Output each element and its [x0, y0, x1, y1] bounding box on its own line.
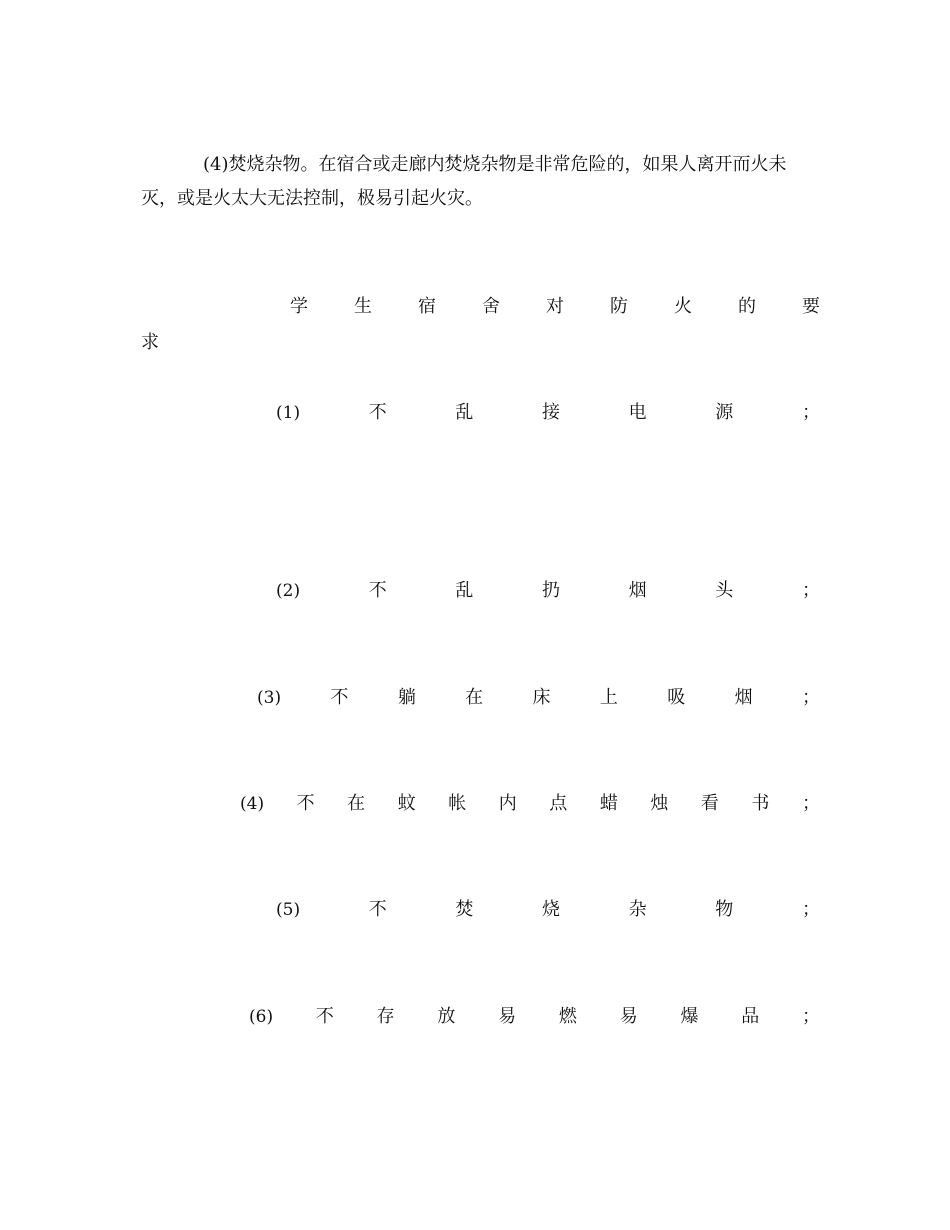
heading-line — [290, 292, 820, 322]
requirement-char: 源 — [715, 402, 734, 423]
requirement-char: 蜡 — [599, 793, 618, 814]
requirement-char: 在 — [347, 793, 366, 814]
requirement-char: 电 — [628, 402, 647, 423]
heading-char: 学 — [290, 296, 308, 317]
heading-char: 防 — [610, 296, 628, 317]
requirement-number: (3) — [257, 688, 282, 708]
requirement-char: 看 — [700, 793, 719, 814]
requirement-6 — [249, 1002, 820, 1032]
heading-char: 火 — [674, 296, 692, 317]
requirement-end: ； — [801, 1006, 820, 1027]
requirement-char: 品 — [741, 1006, 760, 1027]
requirement-char: 乱 — [455, 580, 474, 601]
requirement-end: ； — [801, 580, 820, 601]
intro-paragraph: (4)焚烧杂物。在宿合或走廊内焚烧杂物是非常危险的，如果人离开而火未灭，或是火太大无法控制，极易引起火灾。 — [141, 154, 787, 209]
heading-char: 的 — [738, 296, 756, 317]
requirement-char: 存 — [376, 1006, 395, 1027]
requirement-char: 在 — [465, 687, 484, 708]
heading-char: 生 — [354, 296, 372, 317]
requirement-char: 不 — [368, 402, 387, 423]
requirement-char: 烟 — [628, 580, 647, 601]
requirement-char: 易 — [498, 1006, 517, 1027]
requirement-char: 焚 — [455, 899, 474, 920]
requirement-char: 物 — [715, 899, 734, 920]
requirement-number: (6) — [249, 1007, 274, 1027]
requirement-char: 书 — [751, 793, 770, 814]
requirement-char: 内 — [498, 793, 517, 814]
requirement-char: 上 — [599, 687, 618, 708]
requirement-3 — [257, 683, 820, 713]
requirement-char: 不 — [368, 580, 387, 601]
requirement-char: 蚊 — [397, 793, 416, 814]
heading-char: 舍 — [482, 296, 500, 317]
requirement-char: 不 — [330, 687, 349, 708]
requirement-char: 放 — [437, 1006, 456, 1027]
requirement-1 — [276, 398, 820, 428]
requirement-char: 烟 — [734, 687, 753, 708]
requirement-char: 烧 — [542, 899, 561, 920]
requirement-char: 躺 — [397, 687, 416, 708]
requirement-end: ； — [801, 687, 820, 708]
requirement-5 — [276, 895, 820, 925]
requirement-number: (4) — [240, 794, 265, 814]
requirement-char: 乱 — [455, 402, 474, 423]
requirement-number: (1) — [276, 403, 301, 423]
requirement-end: ； — [801, 899, 820, 920]
requirement-char: 吸 — [667, 687, 686, 708]
requirement-char: 扔 — [542, 580, 561, 601]
requirement-char: 床 — [532, 687, 551, 708]
requirement-2 — [276, 576, 820, 606]
requirement-number: (5) — [276, 900, 301, 920]
requirement-end: ； — [801, 793, 820, 814]
requirement-char: 易 — [619, 1006, 638, 1027]
requirement-char: 不 — [315, 1006, 334, 1027]
requirement-char: 不 — [368, 899, 387, 920]
requirement-char: 头 — [715, 580, 734, 601]
requirement-number: (2) — [276, 581, 301, 601]
requirement-char: 燃 — [558, 1006, 577, 1027]
heading-tail: 求 — [141, 332, 159, 353]
requirement-char: 不 — [296, 793, 315, 814]
heading-char: 宿 — [418, 296, 436, 317]
requirement-char: 接 — [542, 402, 561, 423]
heading-char: 要 — [802, 296, 820, 317]
requirement-4 — [240, 789, 820, 819]
requirement-char: 点 — [549, 793, 568, 814]
requirement-end: ； — [801, 402, 820, 423]
requirement-char: 帐 — [448, 793, 467, 814]
requirement-char: 杂 — [628, 899, 647, 920]
requirement-char: 烛 — [650, 793, 669, 814]
requirement-char: 爆 — [680, 1006, 699, 1027]
heading-char: 对 — [546, 296, 564, 317]
